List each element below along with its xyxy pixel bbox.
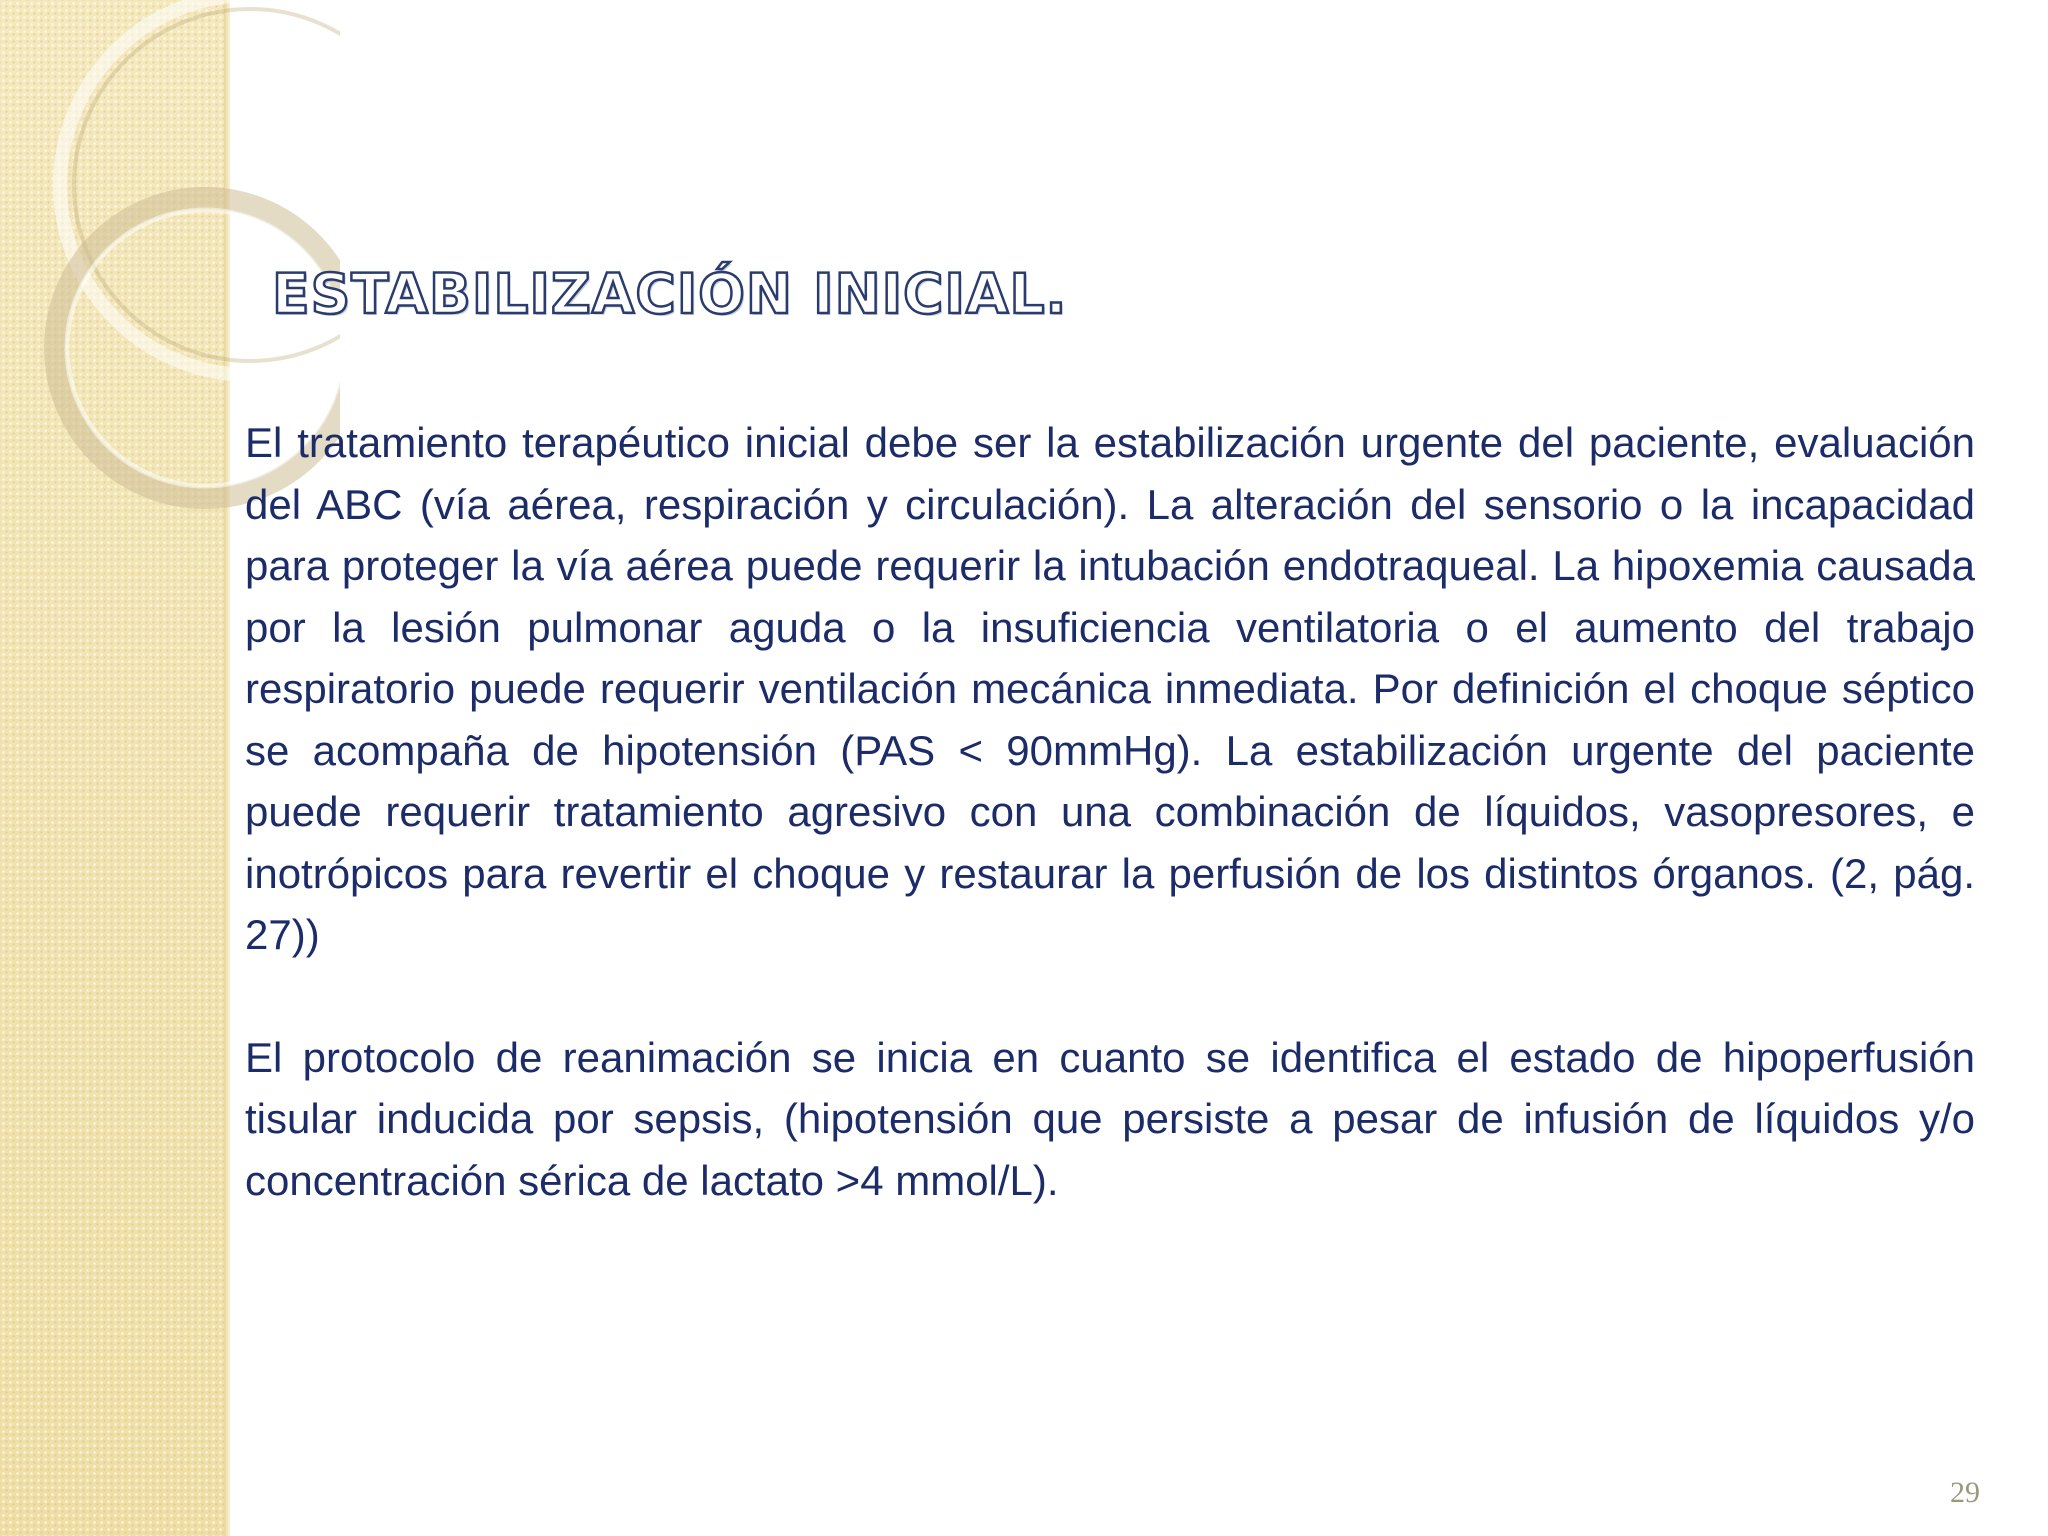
paragraph-resuscitation-protocol: El protocolo de reanimación se inicia en cuanto se identifica el estado de hipoperfusión tisular inducida por sepsis, (hipotensión que persiste a pesar de infusión de líquidos y/o concentración sérica de lactato >4 mmol/L). [245, 1033, 1975, 1204]
slide-title: ESTABILIZACIÓN INICIAL. [272, 262, 1068, 326]
slide-body [245, 412, 1975, 1211]
paragraph-stabilization: El tratamiento terapéutico inicial debe ser la estabilización urgente del paciente, evaluación del ABC (vía aérea, respiración y circulación). La alteración del sensorio o la incapacidad para proteger la vía aérea puede requerir la intubación endotraqueal. La hipoxemia causada por la lesión pulmonar aguda o la insuficiencia ventilatoria o el aumento del trabajo respiratorio puede requerir ventilación mecánica inmediata. Por definición el choque séptico se acompaña de hipotensión (PAS < 90mmHg). La estabilización urgente del paciente puede requerir tratamiento agresivo con una combinación de líquidos, vasopresores, e inotrópicos para revertir el choque y restaurar la perfusión de los distintos órganos. (2, pág. 27)) [245, 419, 1975, 958]
page-number: 29 [1950, 1476, 1980, 1509]
